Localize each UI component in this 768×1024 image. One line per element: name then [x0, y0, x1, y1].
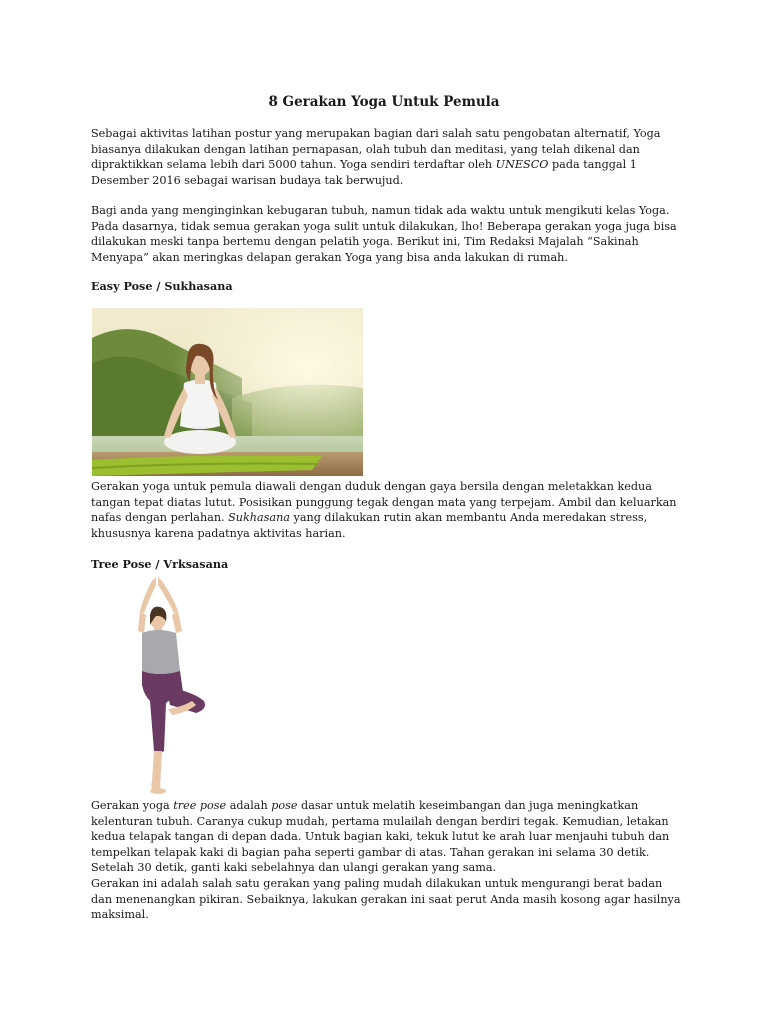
tree-pose-photo — [92, 575, 222, 797]
section-heading-easy-pose: Easy Pose / Sukhasana — [91, 279, 233, 293]
tree-pose-description: Gerakan yoga tree pose adalah pose dasar untuk melatih keseimbangan dan juga meningkatkan kelenturan tubuh. Caranya cukup mudah, pertama mulailah dengan berdiri tegak. Kemudian, letakan kedua telapak tangan di depan dada. Untuk bagian kaki, tekuk lutut ke arah luar menjauhi tubuh dan tempelkan telapak kaki di bagian paha seperti gambar di atas. Tahan gerakan ini selama 30 detik. Setelah 30 detik, ganti kaki sebelahnya dan ulangi gerakan yang sama. Gerakan ini adalah salah satu gerakan yang paling mudah dilakukan untuk mengurangi berat badan dan menenangkan pikiran. Sebaiknya, lakukan gerakan ini saat perut Anda masih kosong agar hasilnya maksimal. — [91, 799, 681, 922]
intro-paragraph-1: Sebagai aktivitas latihan postur yang merupakan bagian dari salah satu pengobatan alternatif, Yoga biasanya dilakukan dengan latihan pernapasan, olah tubuh dan meditasi, yang telah dikenal dan dipraktikkan selama lebih dari 5000 tahun. Yoga sendiri terdaftar oleh UNESCO pada tanggal 1 Desember 2016 sebagai warisan budaya tak berwujud. — [91, 127, 661, 187]
unesco-emphasis: UNESCO — [495, 158, 549, 172]
intro-paragraph-2: Bagi anda yang menginginkan kebugaran tubuh, namun tidak ada waktu untuk mengikuti kelas Yoga. Pada dasarnya, tidak semua gerakan yoga sulit untuk dilakukan, lho! Beberapa gerakan yoga juga bisa dilakukan meski tanpa bertemu dengan pelatih yoga. Berikut ini, Tim Redaksi Majalah “Sakinah Menyapa” akan meringkas delapan gerakan Yoga yang bisa anda lakukan di rumah. — [91, 204, 677, 264]
easy-pose-description: Gerakan yoga untuk pemula diawali dengan duduk dengan gaya bersila dengan meletakkan kedua tangan tepat diatas lutut. Posisikan punggung tegak dengan mata yang terpejam. Ambil dan keluarkan nafas dengan perlahan. Sukhasana yang dilakukan rutin akan membantu Anda meredakan stress, khususnya karena padatnya aktivitas harian. — [91, 480, 677, 540]
pose-emphasis: pose — [271, 799, 298, 812]
sukhasana-emphasis: Sukhasana — [228, 511, 290, 525]
section-heading-tree-pose: Tree Pose / Vrksasana — [91, 557, 229, 571]
tree-pose-emphasis: tree pose — [173, 799, 227, 812]
easy-pose-photo — [92, 308, 363, 476]
document-title: 8 Gerakan Yoga Untuk Pemula — [268, 94, 500, 110]
tree-pose-benefit: Gerakan ini adalah salah satu gerakan yang paling mudah dilakukan untuk mengurangi berat badan dan menenangkan pikiran. Sebaiknya, lakukan gerakan ini saat perut Anda masih kosong agar hasilnya maksimal. — [91, 876, 681, 922]
